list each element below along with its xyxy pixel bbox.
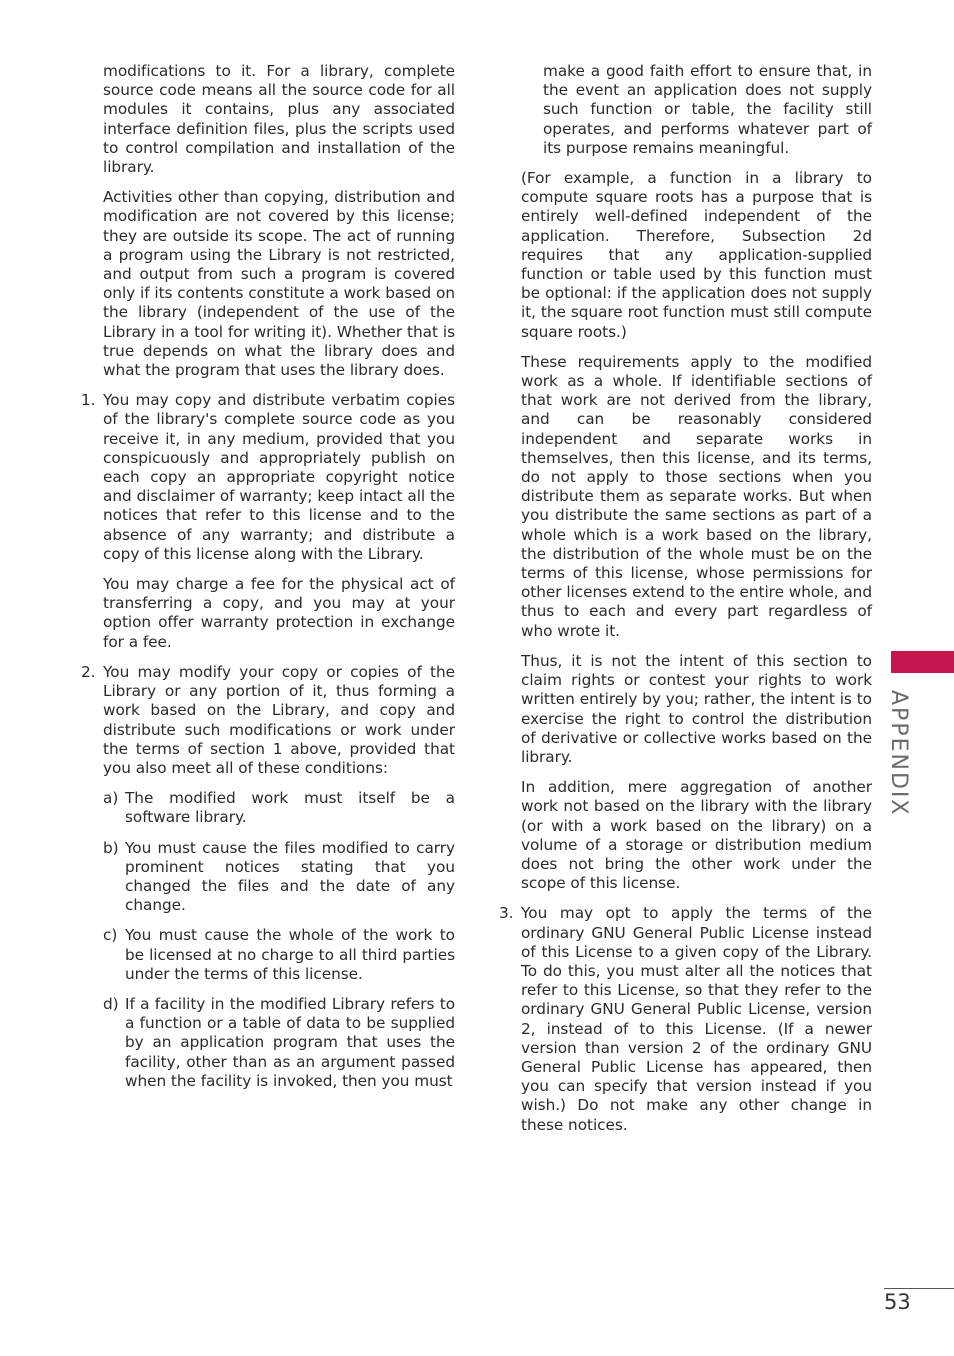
- sub-item-text: You must cause the files modified to carry prominent notices stating that you changed the files and the date of any change.: [125, 838, 455, 915]
- paragraph-intent: Thus, it is not the intent of this section to claim rights or contest your rights to work written entirely by you; rather, the intent is to exercise the right to control the distribution of derivative or collective works based on the library.: [521, 651, 872, 766]
- sub-item-text: The modified work must itself be a software library.: [125, 789, 455, 827]
- sub-item-a: [103, 789, 455, 827]
- sub-item-c: [103, 926, 455, 984]
- sub-item-text: You must cause the whole of the work to be licensed at no charge to all third parties under the terms of this license.: [125, 926, 455, 983]
- page-number: 53: [884, 1290, 911, 1314]
- paragraph-source-code: modifications to it. For a library, complete source code means all the source code for all modules it contains, plus any associated interface definition files, plus the scripts used to control compilation and installation of the library.: [103, 62, 455, 177]
- page-number-rule: [884, 1288, 954, 1289]
- paragraph-fee: You may charge a fee for the physical act of transferring a copy, and you may at your option offer warranty protection in exchange for a fee.: [103, 575, 455, 651]
- left-column: [81, 62, 455, 1102]
- sub-item-letter: a): [103, 789, 119, 808]
- paragraph-aggregation: In addition, mere aggregation of another work not based on the library with the library (or with a work based on the library) on a volume of a storage or distribution medium does not bring the other work under the scope of this license.: [521, 778, 872, 893]
- sub-item-letter: b): [103, 838, 119, 857]
- list-item-2: [81, 663, 455, 778]
- sub-item-letter: d): [103, 994, 119, 1013]
- list-number: 2.: [81, 662, 96, 681]
- sub-item-d: [103, 995, 455, 1091]
- list-item-text: You may copy and distribute verbatim copies of the library's complete source code as you receive it, in any medium, provided that you conspicuously and appropriately publish on each copy an appropriate copyright notice and disclaimer of warranty; keep intact all the notices that refer to this license and to the absence of any warranty; and distribute a copy of this license along with the Library.: [103, 391, 455, 563]
- list-item-text: You may modify your copy or copies of the Library or any portion of it, thus forming a work based on the Library, and copy and distribute such modifications or work under the terms of section 1 above, provided that you also meet all of these conditions:: [103, 662, 455, 777]
- right-column: [499, 62, 872, 1146]
- paragraph-d-continued: make a good faith effort to ensure that, in the event an application does not supply such function or table, the facility still operates, and performs whatever part of its purpose remains meaningful.: [543, 62, 872, 157]
- list-item-text: You may opt to apply the terms of the ordinary GNU General Public License instead of this License to a given copy of the Library. To do this, you must alter all the notices that refer to this License, so that they refer to the ordinary GNU General Public License, version 2, instead of to this License. (If a newer version than version 2 of the ordinary GNU General Public License has appeared, then you can specify that version instead if you wish.) Do not make any other change in these notices.: [521, 904, 872, 1134]
- section-label-appendix: APPENDIX: [886, 690, 911, 817]
- sub-item-letter: c): [103, 926, 118, 945]
- list-number: 3.: [499, 904, 514, 923]
- list-item-3: [499, 904, 872, 1134]
- section-tab-marker: [891, 651, 954, 673]
- paragraph-example: (For example, a function in a library to compute square roots has a purpose that is entirely well-defined independent of the application. Therefore, Subsection 2d requires that any application-supplied function or table used by this function must be optional: if the application does not supply it, the square root function must still compute square roots.): [521, 169, 872, 341]
- paragraph-activities: Activities other than copying, distribution and modification are not covered by this license; they are outside its scope. The act of running a program using the Library is not restricted, and output from such a program is covered only if its contents constitute a work based on the library (independent of the use of the Library in a tool for writing it). Whether that is true depends on what the library does and what the program that uses the library does.: [103, 188, 455, 380]
- list-number: 1.: [81, 391, 96, 410]
- list-item-1: [81, 391, 455, 564]
- paragraph-requirements: These requirements apply to the modified work as a whole. If identifiable sections of that work are not derived from the library, and can be reasonably considered independent and separate works in themselves, then this license, and its terms, do not apply to those sections when you distribute them as separate works. But when you distribute the same sections as part of a whole which is a work based on the library, the distribution of the whole must be on the terms of this license, whose permissions for other licenses extend to the entire whole, and thus to each and every part regardless of who wrote it.: [521, 352, 872, 640]
- sub-item-text: If a facility in the modified Library refers to a function or a table of data to be supplied by an application program that uses the facility, other than as an argument passed when the facility is invoked, then you must: [125, 994, 455, 1090]
- sub-item-b: [103, 839, 455, 916]
